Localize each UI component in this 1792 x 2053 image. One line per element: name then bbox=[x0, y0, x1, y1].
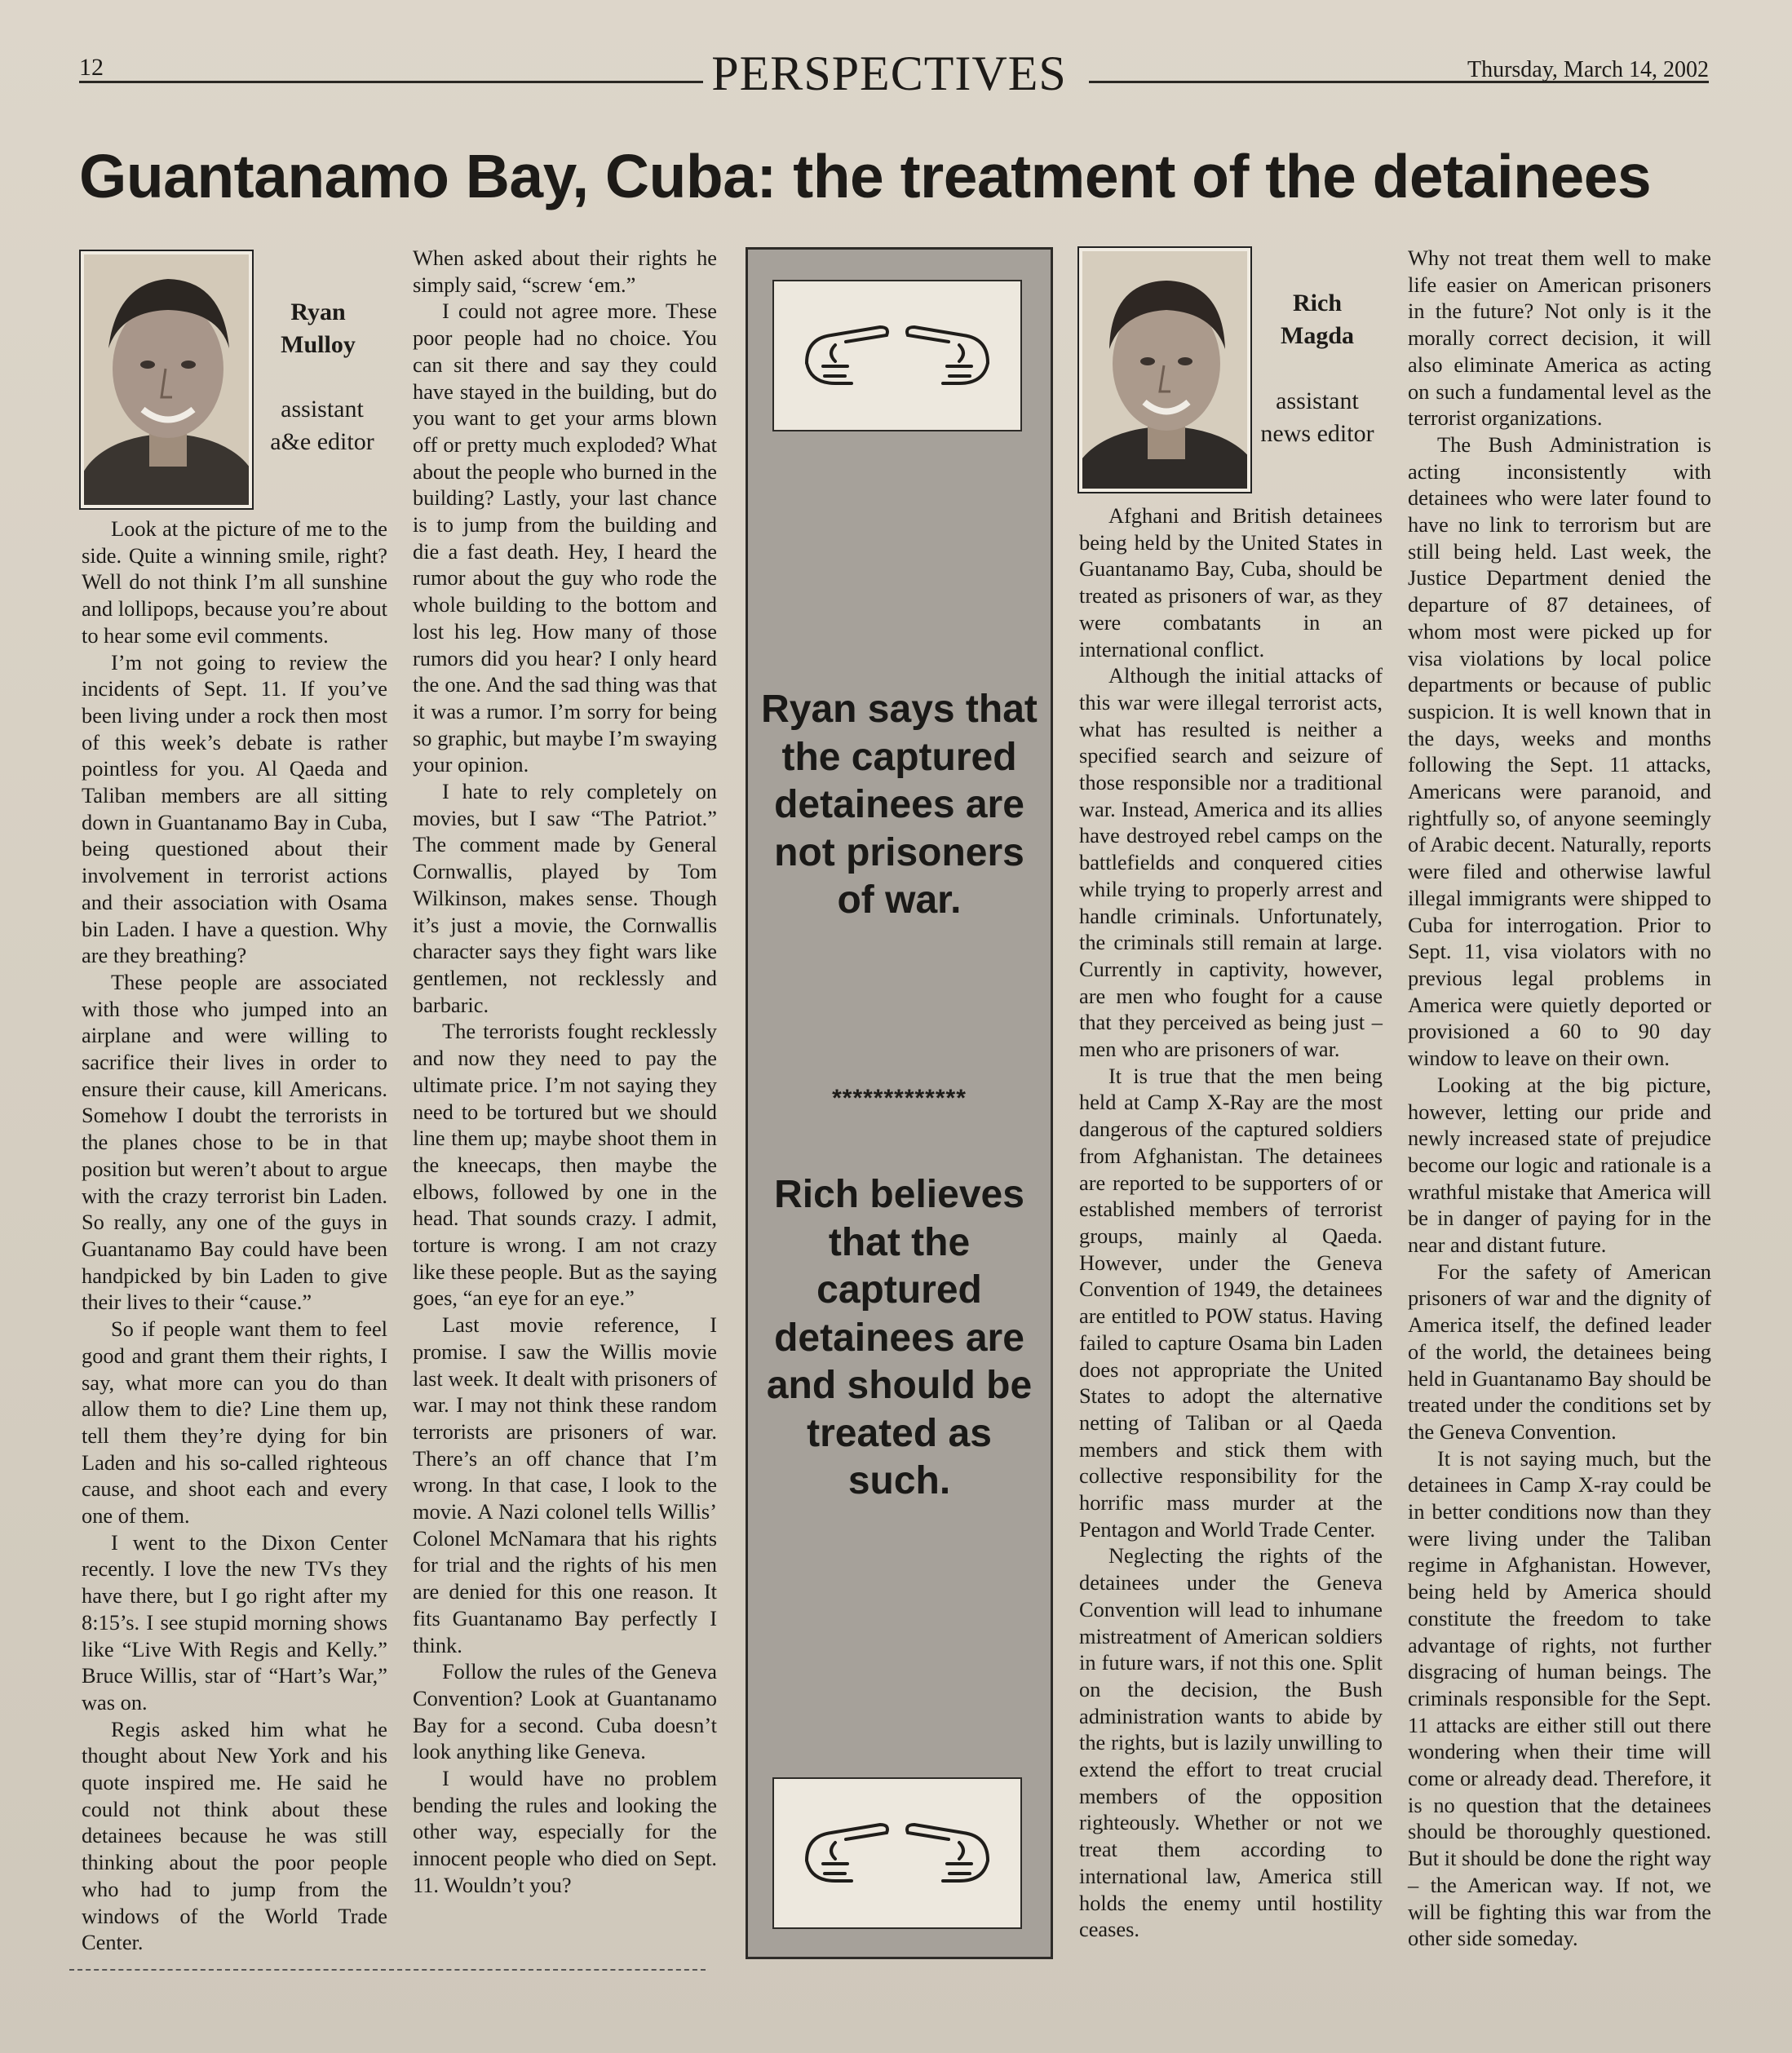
paragraph: I would have no problem bending the rules and looking the other way, especially for the innocent people who died on Sept. 11. Wouldn’t you? bbox=[413, 1766, 717, 1897]
left-author-name: Ryan Mulloy bbox=[281, 299, 356, 358]
paragraph: Look at the picture of me to the side. Quite a winning smile, right? Well do not think I’m all sunshine and lollipops, because you’re about to hear some evil comments. bbox=[82, 516, 387, 648]
page-number: 12 bbox=[79, 54, 104, 81]
paragraph: The Bush Administration is acting inconsistently with detainees who were later found to have no link to terrorism but are still being held. Last week, the Justice Department denied the departure of 87 detainees, of whom most were picked up for visa violations by local police departments or because of public suspicion. It is well known that in the days, weeks and months following the Sept. 11 attacks, Americans were paranoid, and rightfully so, of anyone seemingly of Arabic decent. Naturally, reports were filed and otherwise lawful illegal immigrants were shipped to Cuba for interrogation. Prior to Sept. 11, visa violators with no previous legal problems in America were quietly deported or provisioned a 60 to 90 day window to leave on their own. bbox=[1408, 431, 1712, 1071]
paragraph: Looking at the big picture, however, letting our pride and newly increased state of prejudice become our logic and rationale is a wrathful mistake that America will be in danger of paying for in the near and distant future. bbox=[1408, 1072, 1711, 1258]
rich-magda-photo bbox=[1077, 246, 1252, 493]
paragraph: Regis asked him what he thought about New York and his quote inspired me. He said he could not think about these detainees because he was still thinking about the poor people who had to jump from the windows of the World Trade Center. bbox=[82, 1716, 387, 1955]
paragraph: Although the initial attacks of this war were illegal terrorist acts, what has resulted is neither a specified search and seizure of those responsible nor a traditional war. Instead, America and its allies have destroyed rebel camps on the battlefields and conquered cities while trying to properly arrest and handle criminals. Unfortunately, the criminals still remain at large. Currently in captivity, however, are men who fought for a cause that they perceived as being just – men who are prisoners of war. bbox=[1079, 663, 1383, 1062]
headline: Guantanamo Bay, Cuba: the treatment of the detainees bbox=[79, 142, 1652, 210]
paragraph: So if people want them to feel good and grant them their rights, I say, what more can you do than allow them to die? Line them up, tell them they’re dying for bin Laden and his so-called righteous cause, and shoot each and every one of them. bbox=[82, 1316, 387, 1529]
paragraph: Neglecting the rights of the detainees under the Geneva Convention will lead to inhumane mistreatment of American soldiers in future wars, if not this one. Split on the decision, the Bush administration wants to abide by the rights, but is lazily unwilling to extend the effort to treat crucial members of the opposition righteously. Whether or not we treat them according to international law, America still holds the enemy until hostility ceases. bbox=[1079, 1543, 1383, 1942]
section-title: PERSPECTIVES bbox=[711, 46, 1067, 100]
paragraph: Follow the rules of the Geneva Convention? Look at Guantanamo Bay for a second. Cuba doesn’t look anything like Geneva. bbox=[413, 1659, 717, 1764]
article-column-3 bbox=[1079, 502, 1383, 1943]
issue-date: Thursday, March 14, 2002 bbox=[1467, 57, 1709, 82]
pointing-hands-bottom bbox=[772, 1777, 1022, 1929]
paragraph: When asked about their rights he simply said, “screw ‘em.” bbox=[413, 246, 717, 297]
article-column-2 bbox=[413, 245, 717, 1899]
right-author-title: assistant news editor bbox=[1260, 387, 1374, 447]
panel-divider: ************* bbox=[832, 1085, 967, 1112]
left-author-title: assistant a&e editor bbox=[270, 396, 374, 455]
paragraph: It is true that the men being held at Camp X-Ray are the most dangerous of the captured soldiers from Afghanistan. The detainees are reported to be supporters of or established members of terrorist groups, mainly al Qaeda. However, under the Geneva Convention of 1949, the detainees are entitled to POW status. Having failed to capture Osama bin Laden does not appropriate the United States to adopt the alternative netting of Taliban or al Qaeda members and stick them with collective responsibility for the horrific mass murder at the Pentagon and World Trade Center. bbox=[1079, 1063, 1383, 1542]
portrait-image bbox=[84, 254, 249, 505]
portrait-image bbox=[1082, 251, 1247, 489]
pointing-hands-icon bbox=[774, 281, 1020, 430]
article-column-4 bbox=[1408, 245, 1711, 1952]
right-author-name: Rich Magda bbox=[1281, 290, 1354, 349]
ryan-mulloy-photo bbox=[79, 250, 254, 510]
debate-summary-panel bbox=[746, 247, 1053, 1959]
header-rule-left bbox=[79, 81, 703, 83]
paragraph: I hate to rely completely on movies, but I saw “The Patriot.” The comment made by General Cornwallis, played by Tom Wilkinson, makes sense. Though it’s just a movie, the Cornwallis character says they fight wars like gentlemen, not recklessly and barbaric. bbox=[413, 779, 717, 1017]
pointing-hands-icon bbox=[774, 1779, 1020, 1927]
paragraph: Why not treat them well to make life easier on American prisoners in the future? Not only is it the morally correct decision, it will also eliminate America as acting on such a fundamental level as the terrorist organizations. bbox=[1408, 246, 1711, 431]
article-column-1 bbox=[82, 515, 387, 1956]
paragraph: For the safety of American prisoners of war and the dignity of America itself, the defined leader of the world, the detainees being held in Guantanamo Bay should be treated under the conditions set by the Geneva Convention. bbox=[1408, 1259, 1711, 1444]
ryan-summary: Ryan says that the captured detainees are not prisoners of war. bbox=[761, 688, 1038, 922]
paragraph: The terrorists fought recklessly and now they need to pay the ultimate price. I’m not saying they need to be tortured but we should line them up; maybe shoot them in the kneecaps, then maybe the elbows, followed by one in the head. That sounds crazy. I admit, torture is wrong. I am not crazy like these people. But as the saying goes, “an eye for an eye.” bbox=[413, 1019, 717, 1311]
paragraph: I could not agree more. These poor people had no choice. You can sit there and say they could have stayed in the building, but do you want to get your arms blown off or pretty much exploded? What about the people who burned in the building? Lastly, your last chance is to jump from the building and die a fast death. Hey, I heard the rumor about the guy who rode the whole building to the bottom and lost his leg. How many of those rumors did you hear? I only heard the one. And the sad thing was that it was a rumor. I’m sorry for being so graphic, but maybe I’m swaying your opinion. bbox=[413, 299, 717, 777]
paragraph: I went to the Dixon Center recently. I love the new TVs they have there, but I go right after my 8:15’s. I see stupid morning shows like “Live With Regis and Kelly.” Bruce Willis, star of “Hart’s War,” was on. bbox=[82, 1529, 387, 1715]
paragraph: These people are associated with those who jumped into an airplane and were willing to sacrifice their lives in order to ensure their cause, kill Americans. Somehow I doubt the terrorists in the planes chose to be in that position but weren’t about to argue with the crazy terrorist bin Laden. So really, any one of the guys in Guantanamo Bay could have been handpicked by bin Laden to give their lives to their “cause.” bbox=[82, 969, 387, 1315]
paragraph: I’m not going to review the incidents of Sept. 11. If you’ve been living under a rock then most of this week’s debate is rather pointless for you. Al Qaeda and Taliban members are all sitting down in Guantanamo Bay in Cuba, being questioned about their involvement in terrorist actions and their association with Osama bin Laden. I have a question. Why are they breathing? bbox=[82, 649, 387, 968]
paragraph: Last movie reference, I promise. I saw the Willis movie last week. It dealt with prisoners of war. I may not think these random terrorists are prisoners of war. There’s an off chance that I’m wrong. In that case, I look to the movie. A Nazi colonel tells Willis’ Colonel McNamara that his rights for trial and the rights of his men are denied for this one reason. It fits Guantanamo Bay perfectly I think. bbox=[413, 1312, 717, 1657]
bottom-divider bbox=[69, 1969, 706, 1971]
pointing-hands-top bbox=[772, 280, 1022, 431]
paragraph: Afghani and British detainees being held by the United States in Guantanamo Bay, Cuba, should be treated as prisoners of war, as they were combatants in an international conflict. bbox=[1079, 503, 1383, 661]
rich-summary: Rich believes that the captured detainees are and should be treated as such. bbox=[766, 1173, 1033, 1502]
paragraph: It is not saying much, but the detainees in Camp X-ray could be in better conditions now than they were living under the Taliban regime in Afghanistan. However, being held by America should constitute the freedom to take advantage of rights, not further disgracing of human beings. The criminals responsible for the Sept. 11 attacks are either still out there wondering when their time will come or already dead. Therefore, it is no question that the detainees should be thoroughly questioned. But it should be done the right way – the American way. If not, we will be fighting this war from the other side someday. bbox=[1408, 1445, 1711, 1951]
